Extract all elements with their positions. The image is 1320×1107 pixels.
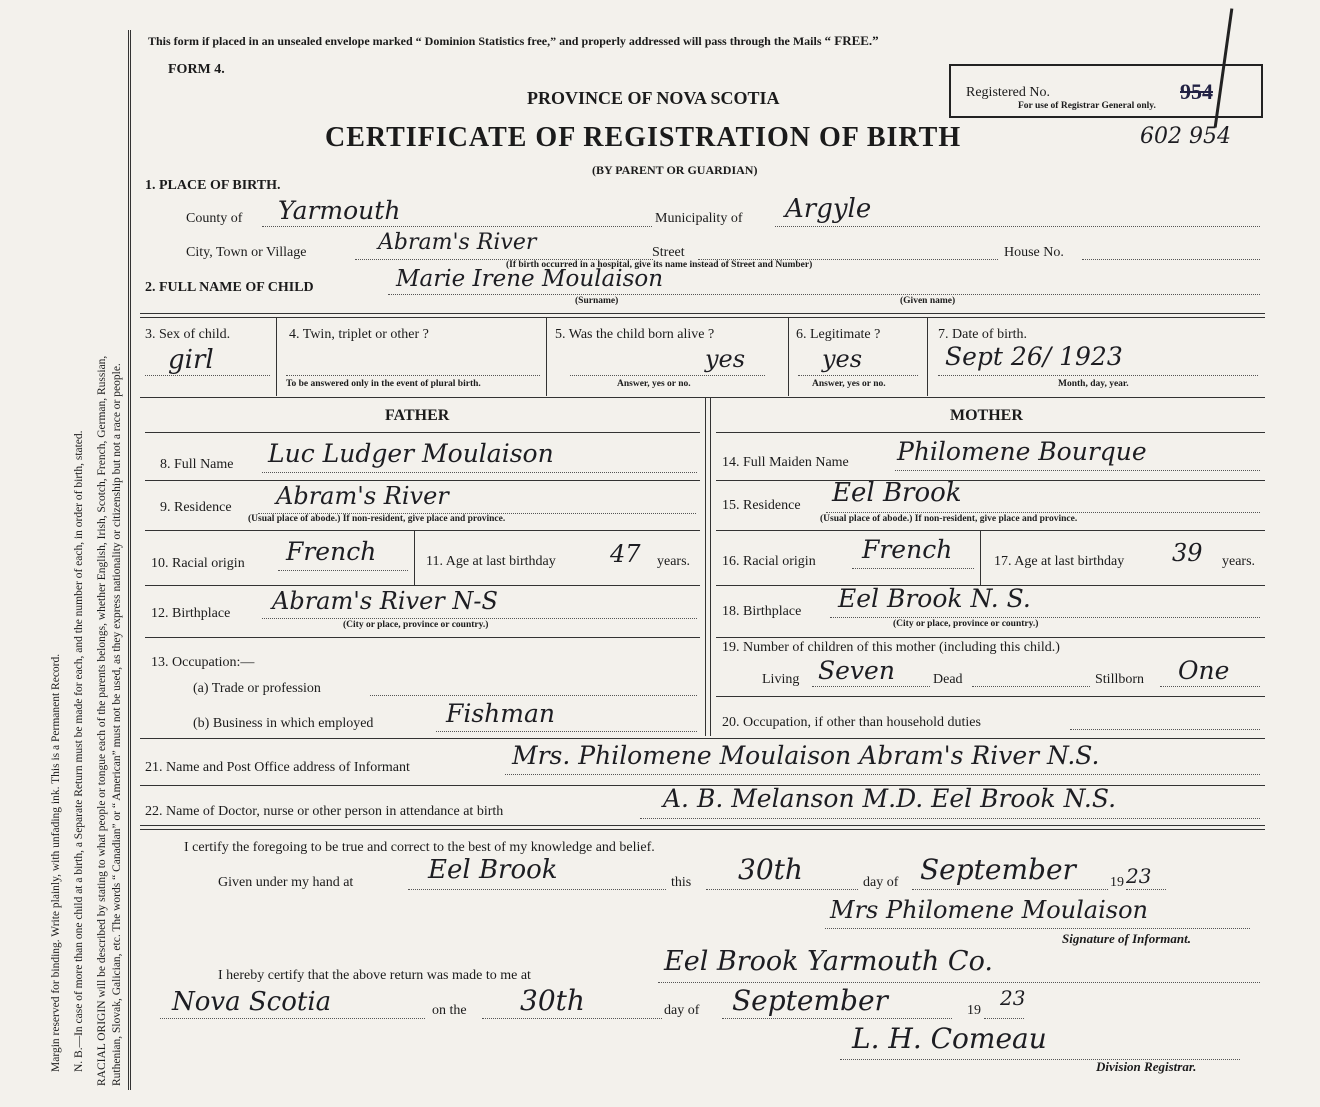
given-name-note: (Given name) <box>900 296 956 306</box>
margin-rule <box>128 30 131 1090</box>
father-birthplace-value: Abram's River N-S <box>272 587 498 615</box>
mother-age-value: 39 <box>1172 539 1203 567</box>
day-of-label: day of <box>863 875 899 890</box>
municipality-value: Argyle <box>785 194 872 224</box>
alive-value: yes <box>705 345 746 373</box>
informant-value: Mrs. Philomene Moulaison Abram's River N.S. <box>512 741 1100 770</box>
mother-age-label: 17. Age at last birthday <box>994 554 1125 569</box>
county-value: Yarmouth <box>278 196 401 225</box>
county-label: County of <box>186 211 243 226</box>
registrar-day-of-label: day of <box>664 1003 700 1018</box>
father-trade-label: (a) Trade or profession <box>193 681 321 696</box>
dob-note: Month, day, year. <box>1058 379 1129 389</box>
house-label: House No. <box>1004 245 1064 260</box>
doctor-value: A. B. Melanson M.D. Eel Brook N.S. <box>663 784 1117 813</box>
mother-residence-label: 15. Residence <box>722 498 801 513</box>
year-value: 23 <box>1126 864 1152 888</box>
legitimate-label: 6. Legitimate ? <box>796 327 881 342</box>
informant-signature-label: Signature of Informant. <box>1062 931 1191 946</box>
father-residence-note: (Usual place of abode.) If non-resident, give place and province. <box>248 514 506 524</box>
informant-signature: Mrs Philomene Moulaison <box>830 896 1149 924</box>
place-of-birth-heading: 1. PLACE OF BIRTH. <box>145 178 281 193</box>
mother-name-label: 14. Full Maiden Name <box>722 455 849 470</box>
father-years-label: years. <box>657 554 691 569</box>
alive-label: 5. Was the child born alive ? <box>555 327 715 342</box>
legitimate-value: yes <box>822 345 863 373</box>
living-value: Seven <box>818 656 895 685</box>
page-subtitle: (BY PARENT OR GUARDIAN) <box>592 163 758 177</box>
child-name-value: Marie Irene Moulaison <box>396 266 664 292</box>
sex-value: girl <box>168 345 214 375</box>
page-title: CERTIFICATE OF REGISTRATION OF BIRTH <box>325 122 962 153</box>
surname-note: (Surname) <box>575 296 619 306</box>
given-under-label: Given under my hand at <box>218 875 354 890</box>
mother-heading: MOTHER <box>950 407 1023 424</box>
father-residence-value: Abram's River <box>276 482 449 510</box>
registered-note: For use of Registrar General only. <box>1018 101 1156 111</box>
registrar-signature-label: Division Registrar. <box>1096 1059 1197 1074</box>
this-day-value: 30th <box>738 853 803 886</box>
mail-notice: This form if placed in an unsealed envelope marked “ Dominion Statistics free,” and properly addressed will pass through the Mails “ FREE.” <box>148 33 879 48</box>
twin-note: To be answered only in the event of plural birth. <box>286 379 481 389</box>
living-label: Living <box>762 672 800 687</box>
children-count-label: 19. Number of children of this mother (including this child.) <box>722 640 1060 655</box>
father-age-value: 47 <box>610 540 641 568</box>
mother-occupation-label: 20. Occupation, if other than household duties <box>722 715 981 730</box>
father-occupation-label: 13. Occupation:— <box>151 655 255 670</box>
registrar-year-prefix: 19 <box>967 1003 981 1018</box>
dob-value: Sept 26/ 1923 <box>945 342 1123 371</box>
side-note-binding: Margin reserved for binding. Write plainly, with unfading ink. This is a Permanent Record. <box>50 653 62 1072</box>
father-name-label: 8. Full Name <box>160 457 234 472</box>
father-residence-label: 9. Residence <box>160 500 232 515</box>
registrar-year-value: 23 <box>1000 986 1026 1010</box>
mother-residence-note: (Usual place of abode.) If non-resident, give place and province. <box>820 514 1078 524</box>
father-race-label: 10. Racial origin <box>151 556 245 571</box>
mother-residence-value: Eel Brook <box>832 478 962 508</box>
side-note-racial-origin: RACIAL ORIGIN will be described by stating to what people or tongue each of the parents belongs, whether English, Irish, Scotch, French, German, Russian, <box>96 355 108 1086</box>
registrar-day-value: 30th <box>520 984 585 1017</box>
mother-birthplace-label: 18. Birthplace <box>722 604 802 619</box>
registrar-place2-value: Nova Scotia <box>172 987 332 1017</box>
year-prefix: 19 <box>1110 875 1124 890</box>
this-label: this <box>671 875 692 890</box>
dob-label: 7. Date of birth. <box>938 327 1028 342</box>
father-age-label: 11. Age at last birthday <box>426 554 556 569</box>
month-value: September <box>920 853 1076 886</box>
mother-birthplace-note: (City or place, province or country.) <box>893 619 1039 629</box>
mother-name-value: Philomene Bourque <box>897 437 1147 466</box>
twin-label: 4. Twin, triplet or other ? <box>289 327 429 342</box>
mother-birthplace-value: Eel Brook N. S. <box>838 584 1031 613</box>
side-note-multiple-births: N. B.—In case of more than one child at a birth, a Separate Return must be made for each, and the number of each, in order of birth, stated. <box>73 430 85 1072</box>
mail-notice-free: “ FREE.” <box>824 33 879 48</box>
father-name-value: Luc Ludger Moulaison <box>268 439 554 468</box>
hospital-note: (If birth occurred in a hospital, give its name instead of Street and Number) <box>506 260 813 270</box>
registrar-month-value: September <box>732 984 888 1017</box>
certify-text: I certify the foregoing to be true and correct to the best of my knowledge and belief. <box>184 840 655 855</box>
child-name-label: 2. FULL NAME OF CHILD <box>145 280 314 295</box>
given-place-value: Eel Brook <box>428 855 558 885</box>
stillborn-label: Stillborn <box>1095 672 1145 687</box>
handwritten-registration: 602 954 <box>1140 124 1231 149</box>
father-birthplace-note: (City or place, province or country.) <box>343 620 489 630</box>
stillborn-value: One <box>1178 656 1230 685</box>
registrar-text: I hereby certify that the above return was made to me at <box>218 968 531 983</box>
side-note-racial-origin-cont: Ruthenian, Slovak, Galician, etc. The words “ Canadian” or “ American” must not be used, as they express nationality or citizenship but not a race or people. <box>111 363 123 1086</box>
registered-number: 954 <box>1180 79 1213 104</box>
informant-label: 21. Name and Post Office address of Informant <box>145 760 410 775</box>
legitimate-note: Answer, yes or no. <box>812 379 886 389</box>
dead-label: Dead <box>933 672 963 687</box>
father-business-value: Fishman <box>446 699 555 728</box>
alive-note: Answer, yes or no. <box>617 379 691 389</box>
city-value: Abram's River <box>378 230 537 255</box>
father-race-value: French <box>286 537 377 566</box>
mother-years-label: years. <box>1222 554 1256 569</box>
street-label: Street <box>652 245 685 260</box>
city-label: City, Town or Village <box>186 245 307 260</box>
municipality-label: Municipality of <box>655 211 743 226</box>
province-heading: PROVINCE OF NOVA SCOTIA <box>527 88 780 108</box>
doctor-label: 22. Name of Doctor, nurse or other person in attendance at birth <box>145 804 504 819</box>
sex-label: 3. Sex of child. <box>145 327 231 342</box>
father-business-label: (b) Business in which employed <box>193 716 374 731</box>
mother-race-value: French <box>862 535 953 564</box>
registrar-signature: L. H. Comeau <box>852 1022 1047 1055</box>
form-number: FORM 4. <box>168 62 225 77</box>
on-the-label: on the <box>432 1003 467 1018</box>
father-heading: FATHER <box>385 407 450 424</box>
registered-label: Registered No. <box>966 85 1050 100</box>
registrar-place-value: Eel Brook Yarmouth Co. <box>664 946 993 977</box>
father-birthplace-label: 12. Birthplace <box>151 606 231 621</box>
mother-race-label: 16. Racial origin <box>722 554 816 569</box>
